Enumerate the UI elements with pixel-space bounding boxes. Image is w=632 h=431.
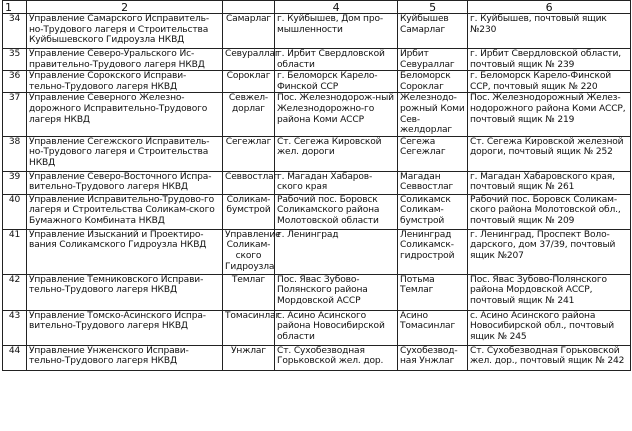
camp-location: г. Магадан Хабаров-ского края [275, 171, 398, 194]
table-row [3, 310, 631, 345]
table-row [3, 194, 631, 229]
camp-name: Управление Самарского Исправитель-но-Трудового лагеря и Строительства Куйбышевского Гидроузла НКВД [27, 14, 223, 49]
camp-name: Управление Сорокского Исправи-тельно-Трудового лагеря НКВД [27, 71, 223, 93]
telegraph-address: Сухобезвод-ная Унжлаг [398, 345, 468, 370]
postal-address: Рабочий пос. Боровск Соликам-ского района Молотовской обл., почтовый ящик № 209 [468, 194, 631, 229]
camp-name: Управление Исправительно-Трудово-го лагеря и Строительства Соликам-ского Бумажного Комбината НКВД [27, 194, 223, 229]
table-row [3, 229, 631, 274]
telegraph-address: Ирбит Севураллаг [398, 49, 468, 71]
header-col-4: 4 [275, 1, 398, 14]
postal-address: г. Куйбышев, почтовый ящик №230 [468, 14, 631, 49]
postal-address: Ст. Сухобезводная Горьковской жел. дор., почтовый ящик № 242 [468, 345, 631, 370]
row-number: 41 [3, 229, 27, 274]
telegraph-address: Ленинград Соликамск-гидрострой [398, 229, 468, 274]
table-row [3, 49, 631, 71]
camp-location: г. Ленинград [275, 229, 398, 274]
camp-code: Управление Соликам-ского Гидроузла [223, 229, 275, 274]
telegraph-address: Сегежа Сегежлаг [398, 136, 468, 171]
camp-code: Сегежлаг [223, 136, 275, 171]
header-col-3 [223, 1, 275, 14]
header-col-2: 2 [27, 1, 223, 14]
camp-location: Пос. Железнодорож-ный Железнодорожно-го района Коми АССР [275, 93, 398, 136]
camps-table [2, 0, 631, 371]
camp-code: Соликам-бумстрой [223, 194, 275, 229]
telegraph-address: Магадан Севвостлаг [398, 171, 468, 194]
camp-location: Ст. Сегежа Кировской жел. дороги [275, 136, 398, 171]
telegraph-address: Асино Томасинлаг [398, 310, 468, 345]
camp-name: Управление Изысканий и Проектиро-вания Соликамского Гидроузла НКВД [27, 229, 223, 274]
header-col-6: 6 [468, 1, 631, 14]
table-row [3, 14, 631, 49]
postal-address: г. Беломорск Карело-Финской ССР, почтовый ящик № 220 [468, 71, 631, 93]
postal-address: г. Магадан Хабаровского края, почтовый ящик № 261 [468, 171, 631, 194]
camp-code: Темлаг [223, 274, 275, 310]
camp-code: Севвостлаг [223, 171, 275, 194]
postal-address: г. Ленинград, Проспект Воло-дарского, дом 37/39, почтовый ящик №207 [468, 229, 631, 274]
header-col-1: 1 [3, 1, 27, 14]
table-row [3, 171, 631, 194]
telegraph-address: Железнодо-рожный Коми Сев-желдорлаг [398, 93, 468, 136]
camp-name: Управление Сегежского Исправитель-но-Трудового лагеря и Строительства НКВД [27, 136, 223, 171]
postal-address: Ст. Сегежа Кировской железной дороги, почтовый ящик № 252 [468, 136, 631, 171]
camp-code: Унжлаг [223, 345, 275, 370]
camp-code: Самарлаг [223, 14, 275, 49]
postal-address: г. Ирбит Свердловской области, почтовый ящик № 239 [468, 49, 631, 71]
camp-name: Управление Северного Железно-дорожного Исправительно-Трудового лагеря НКВД [27, 93, 223, 136]
row-number: 44 [3, 345, 27, 370]
row-number: 43 [3, 310, 27, 345]
row-number: 34 [3, 14, 27, 49]
row-number: 36 [3, 71, 27, 93]
table-row [3, 93, 631, 136]
camp-code: Сороклаг [223, 71, 275, 93]
camp-name: Управление Темниковского Исправи-тельно-Трудового лагеря НКВД [27, 274, 223, 310]
camp-code: Севжел-дорлаг [223, 93, 275, 136]
postal-address: с. Асино Асинского района Новосибирской обл., почтовый ящик № 245 [468, 310, 631, 345]
camp-location: с. Асино Асинского района Новосибирской области [275, 310, 398, 345]
telegraph-address: Соликамск Соликам-бумстрой [398, 194, 468, 229]
camp-name: Управление Томско-Асинского Испра-вительно-Трудового лагеря НКВД [27, 310, 223, 345]
telegraph-address: Куйбышев Самарлаг [398, 14, 468, 49]
telegraph-address: Беломорск Сороклаг [398, 71, 468, 93]
row-number: 37 [3, 93, 27, 136]
row-number: 42 [3, 274, 27, 310]
table-row [3, 274, 631, 310]
table-row [3, 71, 631, 93]
camp-location: Рабочий пос. Боровск Соликамского района Молотовской области [275, 194, 398, 229]
camp-location: г. Беломорск Карело-Финской ССР [275, 71, 398, 93]
camp-location: Ст. Сухобезводная Горьковской жел. дор. [275, 345, 398, 370]
camp-code: Томасинлаг [223, 310, 275, 345]
camp-code: Севураллаг [223, 49, 275, 71]
row-number: 39 [3, 171, 27, 194]
header-col-5: 5 [398, 1, 468, 14]
header-row [3, 1, 631, 14]
table-row [3, 136, 631, 171]
camp-location: г. Ирбит Свердловской области [275, 49, 398, 71]
row-number: 40 [3, 194, 27, 229]
postal-address: Пос. Явас Зубово-Полянского района Мордовской АССР, почтовый ящик № 241 [468, 274, 631, 310]
table-row [3, 345, 631, 370]
telegraph-address: Потьма Темлаг [398, 274, 468, 310]
row-number: 35 [3, 49, 27, 71]
camp-name: Управление Северо-Восточного Испра-вительно-Трудового лагеря НКВД [27, 171, 223, 194]
row-number: 38 [3, 136, 27, 171]
postal-address: Пос. Железнодорожный Желез-нодорожного района Коми АССР, почтовый ящик № 219 [468, 93, 631, 136]
camp-name: Управление Унженского Исправи-тельно-Трудового лагеря НКВД [27, 345, 223, 370]
camp-location: Пос. Явас Зубово-Полянского района Мордовской АССР [275, 274, 398, 310]
camp-name: Управление Северо-Уральского Ис-правительно-Трудового лагеря НКВД [27, 49, 223, 71]
camp-location: г. Куйбышев, Дом про-мышленности [275, 14, 398, 49]
